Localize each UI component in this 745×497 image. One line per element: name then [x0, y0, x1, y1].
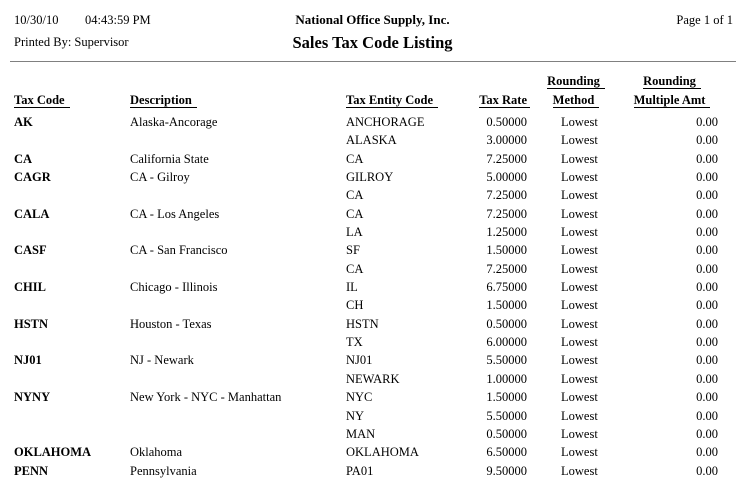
column-header-rounding-method: Rounding Method — [538, 74, 614, 112]
multiple-amt-cell: 0.00 — [696, 115, 718, 129]
description-cell: CA - San Francisco — [130, 243, 228, 258]
multiple-amt-cell: 0.00 — [696, 206, 718, 221]
tax-entity-code-cell: NYC — [346, 390, 373, 405]
tax-entity-code-cell: CA — [346, 188, 364, 203]
rounding-method-cell: Lowest — [561, 151, 598, 166]
rounding-method-cell: Lowest — [561, 188, 598, 203]
table-row — [0, 407, 745, 425]
tax-rate-cell: 1.50000 — [486, 390, 527, 405]
rounding-method-cell: Lowest — [561, 463, 598, 478]
tax-code-cell: PENN — [14, 463, 49, 478]
description-cell: California State — [130, 151, 209, 166]
report-title: Sales Tax Code Listing — [292, 33, 453, 52]
table-row — [0, 131, 745, 149]
rounding-method-cell: Lowest — [561, 261, 598, 276]
rounding-method-cell: Lowest — [561, 170, 598, 185]
tax-entity-code-cell: TX — [346, 335, 363, 350]
multiple-amt-cell: 0.00 — [696, 298, 718, 313]
tax-rate-cell: 1.00000 — [486, 371, 527, 386]
table-row — [0, 315, 745, 333]
tax-entity-code-cell: MAN — [346, 426, 376, 441]
rounding-method-cell: Lowest — [561, 115, 598, 129]
table-row — [0, 351, 745, 369]
multiple-amt-cell: 0.00 — [696, 151, 718, 166]
table-row — [0, 296, 745, 314]
description-cell: Alaska-Ancorage — [130, 115, 218, 129]
tax-code-table — [0, 113, 745, 480]
report-time: 04:43:59 PM — [85, 13, 151, 27]
tax-rate-cell: 1.50000 — [486, 243, 527, 258]
tax-entity-code-cell: SF — [346, 243, 360, 258]
tax-rate-cell: 7.25000 — [486, 188, 527, 203]
tax-code-cell: CASF — [14, 243, 47, 258]
multiple-amt-cell: 0.00 — [696, 353, 718, 368]
table-row — [0, 278, 745, 296]
multiple-amt-cell: 0.00 — [696, 280, 718, 295]
description-cell: Chicago - Illinois — [130, 280, 218, 295]
multiple-amt-cell: 0.00 — [696, 445, 718, 460]
column-header-tax-rate: Tax Rate — [427, 93, 530, 108]
tax-rate-cell: 5.50000 — [486, 353, 527, 368]
printed-by-label: Printed By: Supervisor — [14, 35, 129, 49]
tax-rate-cell: 7.25000 — [486, 151, 527, 166]
rounding-method-cell: Lowest — [561, 371, 598, 386]
rounding-method-cell: Lowest — [561, 353, 598, 368]
tax-entity-code-cell: PA01 — [346, 463, 374, 478]
tax-rate-cell: 3.00000 — [486, 133, 527, 148]
tax-rate-cell: 0.50000 — [486, 316, 527, 331]
tax-entity-code-cell: NEWARK — [346, 371, 400, 386]
multiple-amt-cell: 0.00 — [696, 261, 718, 276]
tax-code-cell: NJ01 — [14, 353, 42, 368]
multiple-amt-cell: 0.00 — [696, 408, 718, 423]
company-name: National Office Supply, Inc. — [295, 12, 450, 27]
multiple-amt-cell: 0.00 — [696, 316, 718, 331]
tax-code-cell: CAGR — [14, 170, 51, 185]
multiple-amt-cell: 0.00 — [696, 243, 718, 258]
tax-rate-cell: 9.50000 — [486, 463, 527, 478]
rounding-method-cell: Lowest — [561, 426, 598, 441]
tax-entity-code-cell: ALASKA — [346, 133, 397, 148]
rounding-method-cell: Lowest — [561, 225, 598, 240]
multiple-amt-cell: 0.00 — [696, 371, 718, 386]
table-row — [0, 370, 745, 388]
header-divider — [10, 61, 736, 62]
tax-entity-code-cell: CA — [346, 206, 364, 221]
table-row — [0, 260, 745, 278]
tax-rate-cell: 6.00000 — [486, 335, 527, 350]
multiple-amt-cell: 0.00 — [696, 463, 718, 478]
tax-code-cell: OKLAHOMA — [14, 445, 92, 460]
multiple-amt-cell: 0.00 — [696, 225, 718, 240]
column-header-tax-code: Tax Code — [14, 93, 70, 108]
tax-entity-code-cell: CA — [346, 261, 364, 276]
tax-entity-code-cell: NJ01 — [346, 353, 373, 368]
tax-entity-code-cell: ANCHORAGE — [346, 115, 425, 129]
rounding-method-cell: Lowest — [561, 408, 598, 423]
tax-code-cell: CALA — [14, 206, 50, 221]
report-date: 10/30/10 — [14, 13, 59, 27]
description-cell: CA - Los Angeles — [130, 206, 220, 221]
rounding-method-cell: Lowest — [561, 280, 598, 295]
tax-rate-cell: 6.50000 — [486, 445, 527, 460]
description-cell: CA - Gilroy — [130, 170, 190, 185]
table-row — [0, 333, 745, 351]
tax-rate-cell: 1.25000 — [486, 225, 527, 240]
table-row — [0, 388, 745, 406]
rounding-method-cell: Lowest — [561, 298, 598, 313]
tax-rate-cell: 0.50000 — [486, 426, 527, 441]
tax-rate-cell: 1.50000 — [486, 298, 527, 313]
tax-rate-cell: 7.25000 — [486, 261, 527, 276]
tax-code-cell: CHIL — [14, 280, 46, 295]
tax-rate-cell: 5.00000 — [486, 170, 527, 185]
table-row — [0, 113, 745, 131]
page-indicator: Page 1 of 1 — [676, 13, 733, 27]
description-cell: Pennsylvania — [130, 463, 197, 478]
tax-code-cell: HSTN — [14, 316, 49, 331]
tax-entity-code-cell: CH — [346, 298, 364, 313]
tax-code-cell: NYNY — [14, 390, 51, 405]
tax-rate-cell: 0.50000 — [486, 115, 527, 129]
column-header-row — [0, 74, 745, 113]
rounding-method-cell: Lowest — [561, 206, 598, 221]
multiple-amt-cell: 0.00 — [696, 335, 718, 350]
rounding-method-cell: Lowest — [561, 133, 598, 148]
tax-entity-code-cell: OKLAHOMA — [346, 445, 419, 460]
description-cell: NJ - Newark — [130, 353, 194, 368]
description-cell: Oklahoma — [130, 445, 183, 460]
tax-code-cell: CA — [14, 151, 33, 166]
tax-rate-cell: 5.50000 — [486, 408, 527, 423]
multiple-amt-cell: 0.00 — [696, 390, 718, 405]
multiple-amt-cell: 0.00 — [696, 170, 718, 185]
multiple-amt-cell: 0.00 — [696, 426, 718, 441]
rounding-method-cell: Lowest — [561, 390, 598, 405]
column-header-tax-entity-code: Tax Entity Code — [346, 93, 438, 108]
table-row — [0, 443, 745, 461]
tax-rate-cell: 6.75000 — [486, 280, 527, 295]
table-row — [0, 462, 745, 480]
tax-entity-code-cell: GILROY — [346, 170, 394, 185]
table-row — [0, 223, 745, 241]
tax-entity-code-cell: CA — [346, 151, 364, 166]
tax-code-cell: AK — [14, 115, 33, 129]
table-row — [0, 205, 745, 223]
table-row — [0, 241, 745, 259]
tax-entity-code-cell: LA — [346, 225, 363, 240]
tax-entity-code-cell: HSTN — [346, 316, 379, 331]
multiple-amt-cell: 0.00 — [696, 133, 718, 148]
tax-entity-code-cell: IL — [346, 280, 358, 295]
rounding-method-cell: Lowest — [561, 445, 598, 460]
tax-entity-code-cell: NY — [346, 408, 365, 423]
table-row — [0, 186, 745, 204]
table-row — [0, 425, 745, 443]
table-row — [0, 150, 745, 168]
column-header-rounding-multiple-amt: Rounding Multiple Amt — [624, 74, 720, 112]
description-cell: Houston - Texas — [130, 316, 212, 331]
column-header-description: Description — [130, 93, 197, 108]
description-cell: New York - NYC - Manhattan — [130, 390, 282, 405]
rounding-method-cell: Lowest — [561, 243, 598, 258]
multiple-amt-cell: 0.00 — [696, 188, 718, 203]
tax-rate-cell: 7.25000 — [486, 206, 527, 221]
rounding-method-cell: Lowest — [561, 316, 598, 331]
rounding-method-cell: Lowest — [561, 335, 598, 350]
table-row — [0, 168, 745, 186]
